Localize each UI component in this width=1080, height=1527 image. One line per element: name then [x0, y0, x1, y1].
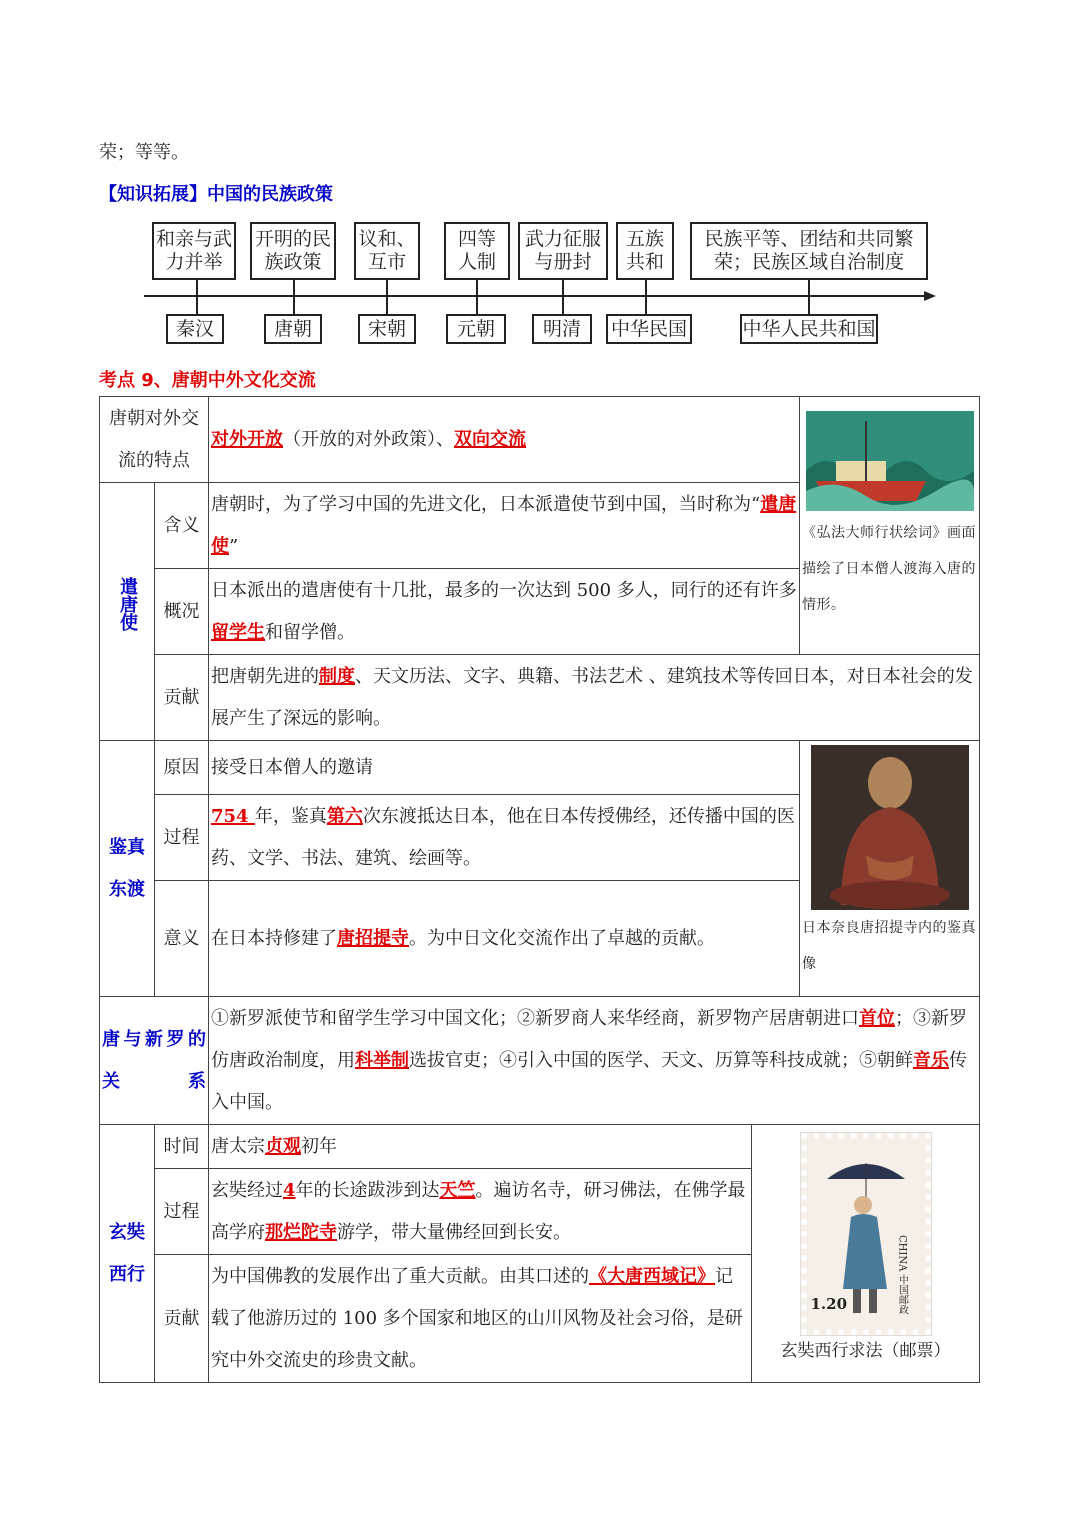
row-content: 唐朝时，为了学习中国的先进文化，日本派遣使节到中国，当时称为“遣唐使” [209, 483, 800, 569]
stamp-caption: 玄奘西行求法（邮票） [780, 1341, 951, 1361]
row-content: 接受日本僧人的邀请 [209, 741, 800, 795]
policy-box: 议和、 互市 [354, 222, 420, 280]
row-content: 日本派出的遣唐使有十几批，最多的一次达到 500 多人，同行的还有许多留学生和留学僧。 [209, 569, 800, 655]
statue-cell [800, 741, 980, 997]
row-header: 时间 [155, 1125, 209, 1169]
row-header: 贡献 [155, 655, 209, 741]
intro-text: 荣；等等。 [99, 142, 189, 163]
row-content: 玄奘经过4年的长途跋涉到达天竺。遍访名寺，研习佛法，在佛学最高学府那烂陀寺游学，带大量佛经回到长安。 [209, 1169, 752, 1255]
timeline-arrow [144, 289, 936, 303]
feature-header: 唐朝对外交流的特点 [100, 397, 209, 483]
row-header: 贡献 [155, 1255, 209, 1383]
stamp-value: 1.20 [810, 1295, 848, 1313]
stamp-text: CHINA 中国邮政 [896, 1235, 908, 1315]
policy-box: 和亲与武 力并举 [152, 222, 236, 280]
era-box: 中华人民共和国 [740, 314, 878, 344]
jianzhen-header: 鉴真东渡 [100, 741, 155, 997]
ship-painting-image [806, 411, 974, 511]
policy-box: 四等 人制 [444, 222, 510, 280]
row-content: 把唐朝先进的制度、天文历法、文字、典籍、书法艺术 、建筑技术等传回日本，对日本社会的发展产生了深远的影响。 [209, 655, 980, 741]
era-box: 唐朝 [264, 314, 322, 344]
era-box: 中华民国 [606, 314, 692, 344]
policy-box: 民族平等、团结和共同繁 荣；民族区域自治制度 [690, 222, 928, 280]
policy-box: 开明的民 族政策 [250, 222, 336, 280]
era-box: 明清 [532, 314, 592, 344]
row-header: 含义 [155, 483, 209, 569]
kaodian-heading: 考点 9、唐朝中外文化交流 [99, 370, 316, 391]
row-header: 过程 [155, 1169, 209, 1255]
policy-box: 五族 共和 [616, 222, 674, 280]
xinluo-content: ①新罗派使节和留学生学习中国文化；②新罗商人来华经商，新罗物产居唐朝进口首位；③新罗仿唐政治制度，用科举制选拔官吏；④引入中国的医学、天文、历算等科技成就；⑤朝鲜音乐传入中国。 [209, 997, 980, 1125]
stamp-cell [752, 1125, 980, 1383]
painting-caption: 《弘法大师行状绘词》画面描绘了日本僧人渡海入唐的情形。 [802, 525, 976, 613]
xuanzang-header: 玄奘西行 [100, 1125, 155, 1383]
culture-exchange-table [99, 396, 980, 1383]
row-header: 意义 [155, 881, 209, 997]
row-content: 唐太宗贞观初年 [209, 1125, 752, 1169]
row-content: 754 年，鉴真第六次东渡抵达日本，他在日本传授佛经，还传播中国的医药、文学、书法、建筑、绘画等。 [209, 795, 800, 881]
row-content: 在日本持修建了唐招提寺。为中日文化交流作出了卓越的贡献。 [209, 881, 800, 997]
row-header: 概况 [155, 569, 209, 655]
xinluo-header: 唐与新罗的关系 [100, 997, 209, 1125]
row-content: 为中国佛教的发展作出了重大贡献。由其口述的《大唐西域记》记载了他游历过的 100 多个国家和地区的山川风物及社会习俗，是研究中外交流史的珍贵文献。 [209, 1255, 752, 1383]
statue-caption: 日本奈良唐招提寺内的鉴真像 [802, 920, 976, 972]
xuanzang-stamp-image [801, 1133, 931, 1335]
policy-box: 武力征服 与册封 [518, 222, 608, 280]
feature-content: 对外开放（开放的对外政策）、双向交流 [209, 397, 800, 483]
qiantangshi-header: 遣唐使 [100, 483, 155, 741]
jianzhen-statue-image [811, 745, 969, 910]
knowledge-expansion-heading: 【知识拓展】中国的民族政策 [99, 184, 333, 205]
era-box: 秦汉 [166, 314, 224, 344]
painting-cell [800, 397, 980, 655]
era-box: 宋朝 [358, 314, 416, 344]
row-header: 过程 [155, 795, 209, 881]
row-header: 原因 [155, 741, 209, 795]
era-box: 元朝 [446, 314, 506, 344]
